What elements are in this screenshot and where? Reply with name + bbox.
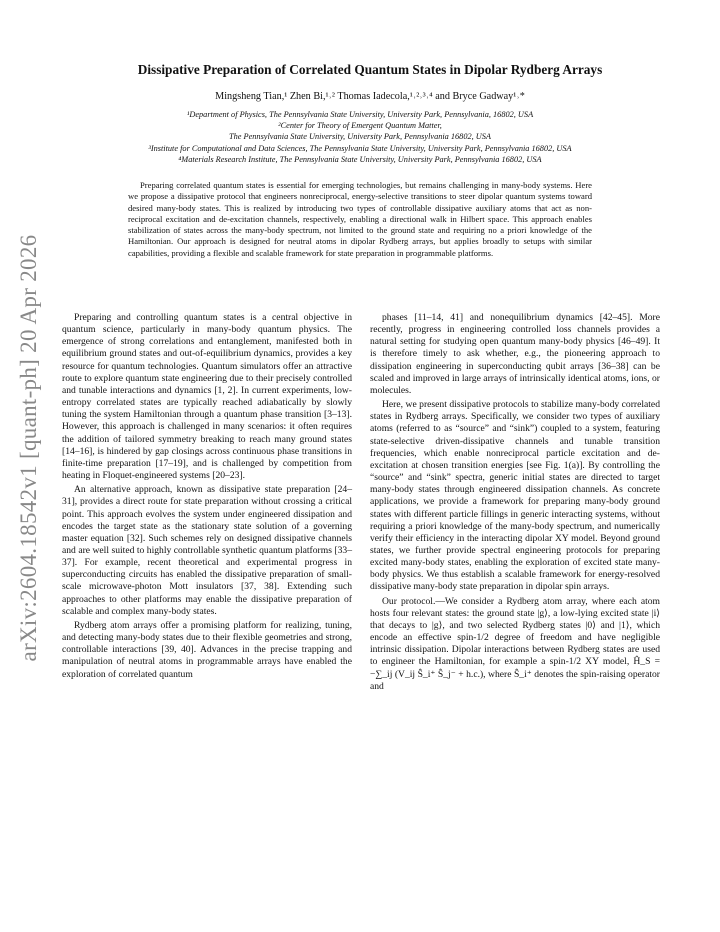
affiliation-1: ¹Department of Physics, The Pennsylvania State University, University Park, Pennsylvania, 16802, USA xyxy=(186,110,534,119)
arxiv-sidebar xyxy=(12,234,46,662)
body-paragraph: Preparing and controlling quantum states is a central objective in quantum science, particularly in many-body quantum physics. The emergence of strong correlations and entanglement, manifested both in equilibrium ground states and out-of-equilibrium dynamics, provides a key resource for quantum technologies. Quantum simulators offer an attractive route to explore quantum state engineering due to their precisely controlled and tunable interactions and dynamics [1, 2]. In current experiments, low-entropy correlated states are typically reached adiabatically by slowly tuning the system Hamiltonian through a quantum phase transition [3–13]. However, this approach is challenged in many scenarios: it often requires the addition of tailored symmetry breaking to reach many ground states [14–16], is hindered by gap closings across continuous phase transitions in finite-time preparation [17–19], and is challenged by competition from heating in Floquet-engineered systems [20–23]. xyxy=(62,312,352,482)
affiliation-2b: The Pennsylvania State University, University Park, Pennsylvania 16802, USA xyxy=(229,132,491,142)
author-list: Mingsheng Tian,¹ Zhen Bi,¹˒² Thomas Iadecola,¹˒²˒³˒⁴ and Bryce Gadway¹˒* xyxy=(215,91,525,102)
body-paragraph: Here, we present dissipative protocols to stabilize many-body correlated states in Rydberg arrays. Specifically, we consider two types of auxiliary atoms (referred to as “source” and “sink”) coupled to a system, featuring state-selective driven-dissipative channels and tunable transition frequencies, which enable nonreciprocal particle excitation and de-excitation at chosen transition energies [see Fig. 1(a)]. By controlling the “source” and “sink” spectra, generic initial states are directed to target many-body states through engineered dissipation channels. As concrete applications, we provide a framework for preparing many-body ground states with different particle fillings in generic interacting systems, without requiring a priori knowledge of the many-body spectrum, and numerically verify their efficiency in the interacting dipolar XY model. Beyond ground states, we further provide spectral engineering protocols for preparing excited many-body states, enabling the exploration of excited state many-body physics. We thus establish a scalable framework for energy-resolved dissipative many-body state preparation in dipolar spin arrays. xyxy=(370,399,660,593)
affiliation-3: ³Institute for Computational and Data Sciences, The Pennsylvania State University, University Park, Pennsylvania 16802, USA xyxy=(148,143,572,153)
affiliation-2a: ²Center for Theory of Emergent Quantum Matter, xyxy=(278,121,442,131)
body-paragraph: phases [11–14, 41] and nonequilibrium dynamics [42–45]. More recently, progress in engineering controlled loss channels provides a natural setting for studying open quantum many-body physics [46–49]. It is therefore timely to ask whether, e.g., the pioneering approach to dissipation engineering in superconducting qubit arrays [36–38] can be scaled and improved in large arrays of intrinsically identical atoms, ions, or molecules. xyxy=(370,312,660,396)
affiliation-4: ⁴Materials Research Institute, The Pennsylvania State University, University Park, Pennsylvania 16802, USA xyxy=(178,154,542,164)
left-column xyxy=(62,312,352,683)
right-column xyxy=(370,312,660,695)
affiliations xyxy=(40,109,680,165)
body-paragraph: Our protocol.—We consider a Rydberg atom array, where each atom hosts four relevant states: the ground state |g⟩, a low-lying excited state |i⟩ that decays to |g⟩, and two selected Rydberg states |0⟩ and |1⟩, which encode an effective spin-1/2 degree of freedom and have negligible intrinsic dissipation. Dipolar interactions between Rydberg states are used to engineer the Hamiltonian, for example a spin-1/2 XY model, Ĥ_S = −∑_ij (V_ij Ŝ_i⁺ Ŝ_j⁻ + h.c.), where Ŝ_i⁺ denotes the spin-raising operator and xyxy=(370,595,660,692)
arxiv-identifier: arXiv:2604.18542v1 [quant-ph] 20 Apr 2026 xyxy=(16,234,41,662)
body-paragraph: Rydberg atom arrays offer a promising platform for realizing, tuning, and detecting many-body states due to their flexible geometries and strong, controllable interactions [39, 40]. Advances in the precise trapping and manipulation of neutral atoms in programmable arrays have enabled the exploration of correlated quantum xyxy=(62,619,352,680)
abstract: Preparing correlated quantum states is essential for emerging technologies, but remains challenging in many-body systems. Here we propose a dissipative protocol that engineers nonreciprocal, energy-selective transitions to steer dipolar quantum systems toward desired many-body states. This is realized by introducing two types of controllable dissipative auxiliary atoms that act as non-reciprocal excitation and de-excitation channels, respectively, enabling a directional walk in Hilbert space. This approach enables stabilization of states across the many-body spectrum, not limited to the ground state and requiring no a priori knowledge of the Hamiltonian. Our approach is designed for neutral atoms in dipolar Rydberg arrays, but applies broadly to setups with similar capabilities, providing a flexible and scalable framework for state preparation in programmable platforms. xyxy=(128,180,592,258)
body-paragraph: An alternative approach, known as dissipative state preparation [24–31], provides a direct route for state preparation without crossing a critical point. This approach evolves the system under engineered dissipation and encodes the target state as the stationary state solution of a governing master equation [32]. Such schemes rely on designed dissipative channels and are well suited to highly controllable synthetic quantum platforms [33–37]. For example, recent theoretical and experimental progress in superconducting circuits has enabled the dissipative preparation of small-scale microwave-photon Mott insulators [37, 38]. Extending such approaches to other platforms may enable the dissipative preparation of scalable and complex many-body states. xyxy=(62,484,352,617)
paper-title: Dissipative Preparation of Correlated Quantum States in Dipolar Rydberg Arrays xyxy=(137,62,603,77)
